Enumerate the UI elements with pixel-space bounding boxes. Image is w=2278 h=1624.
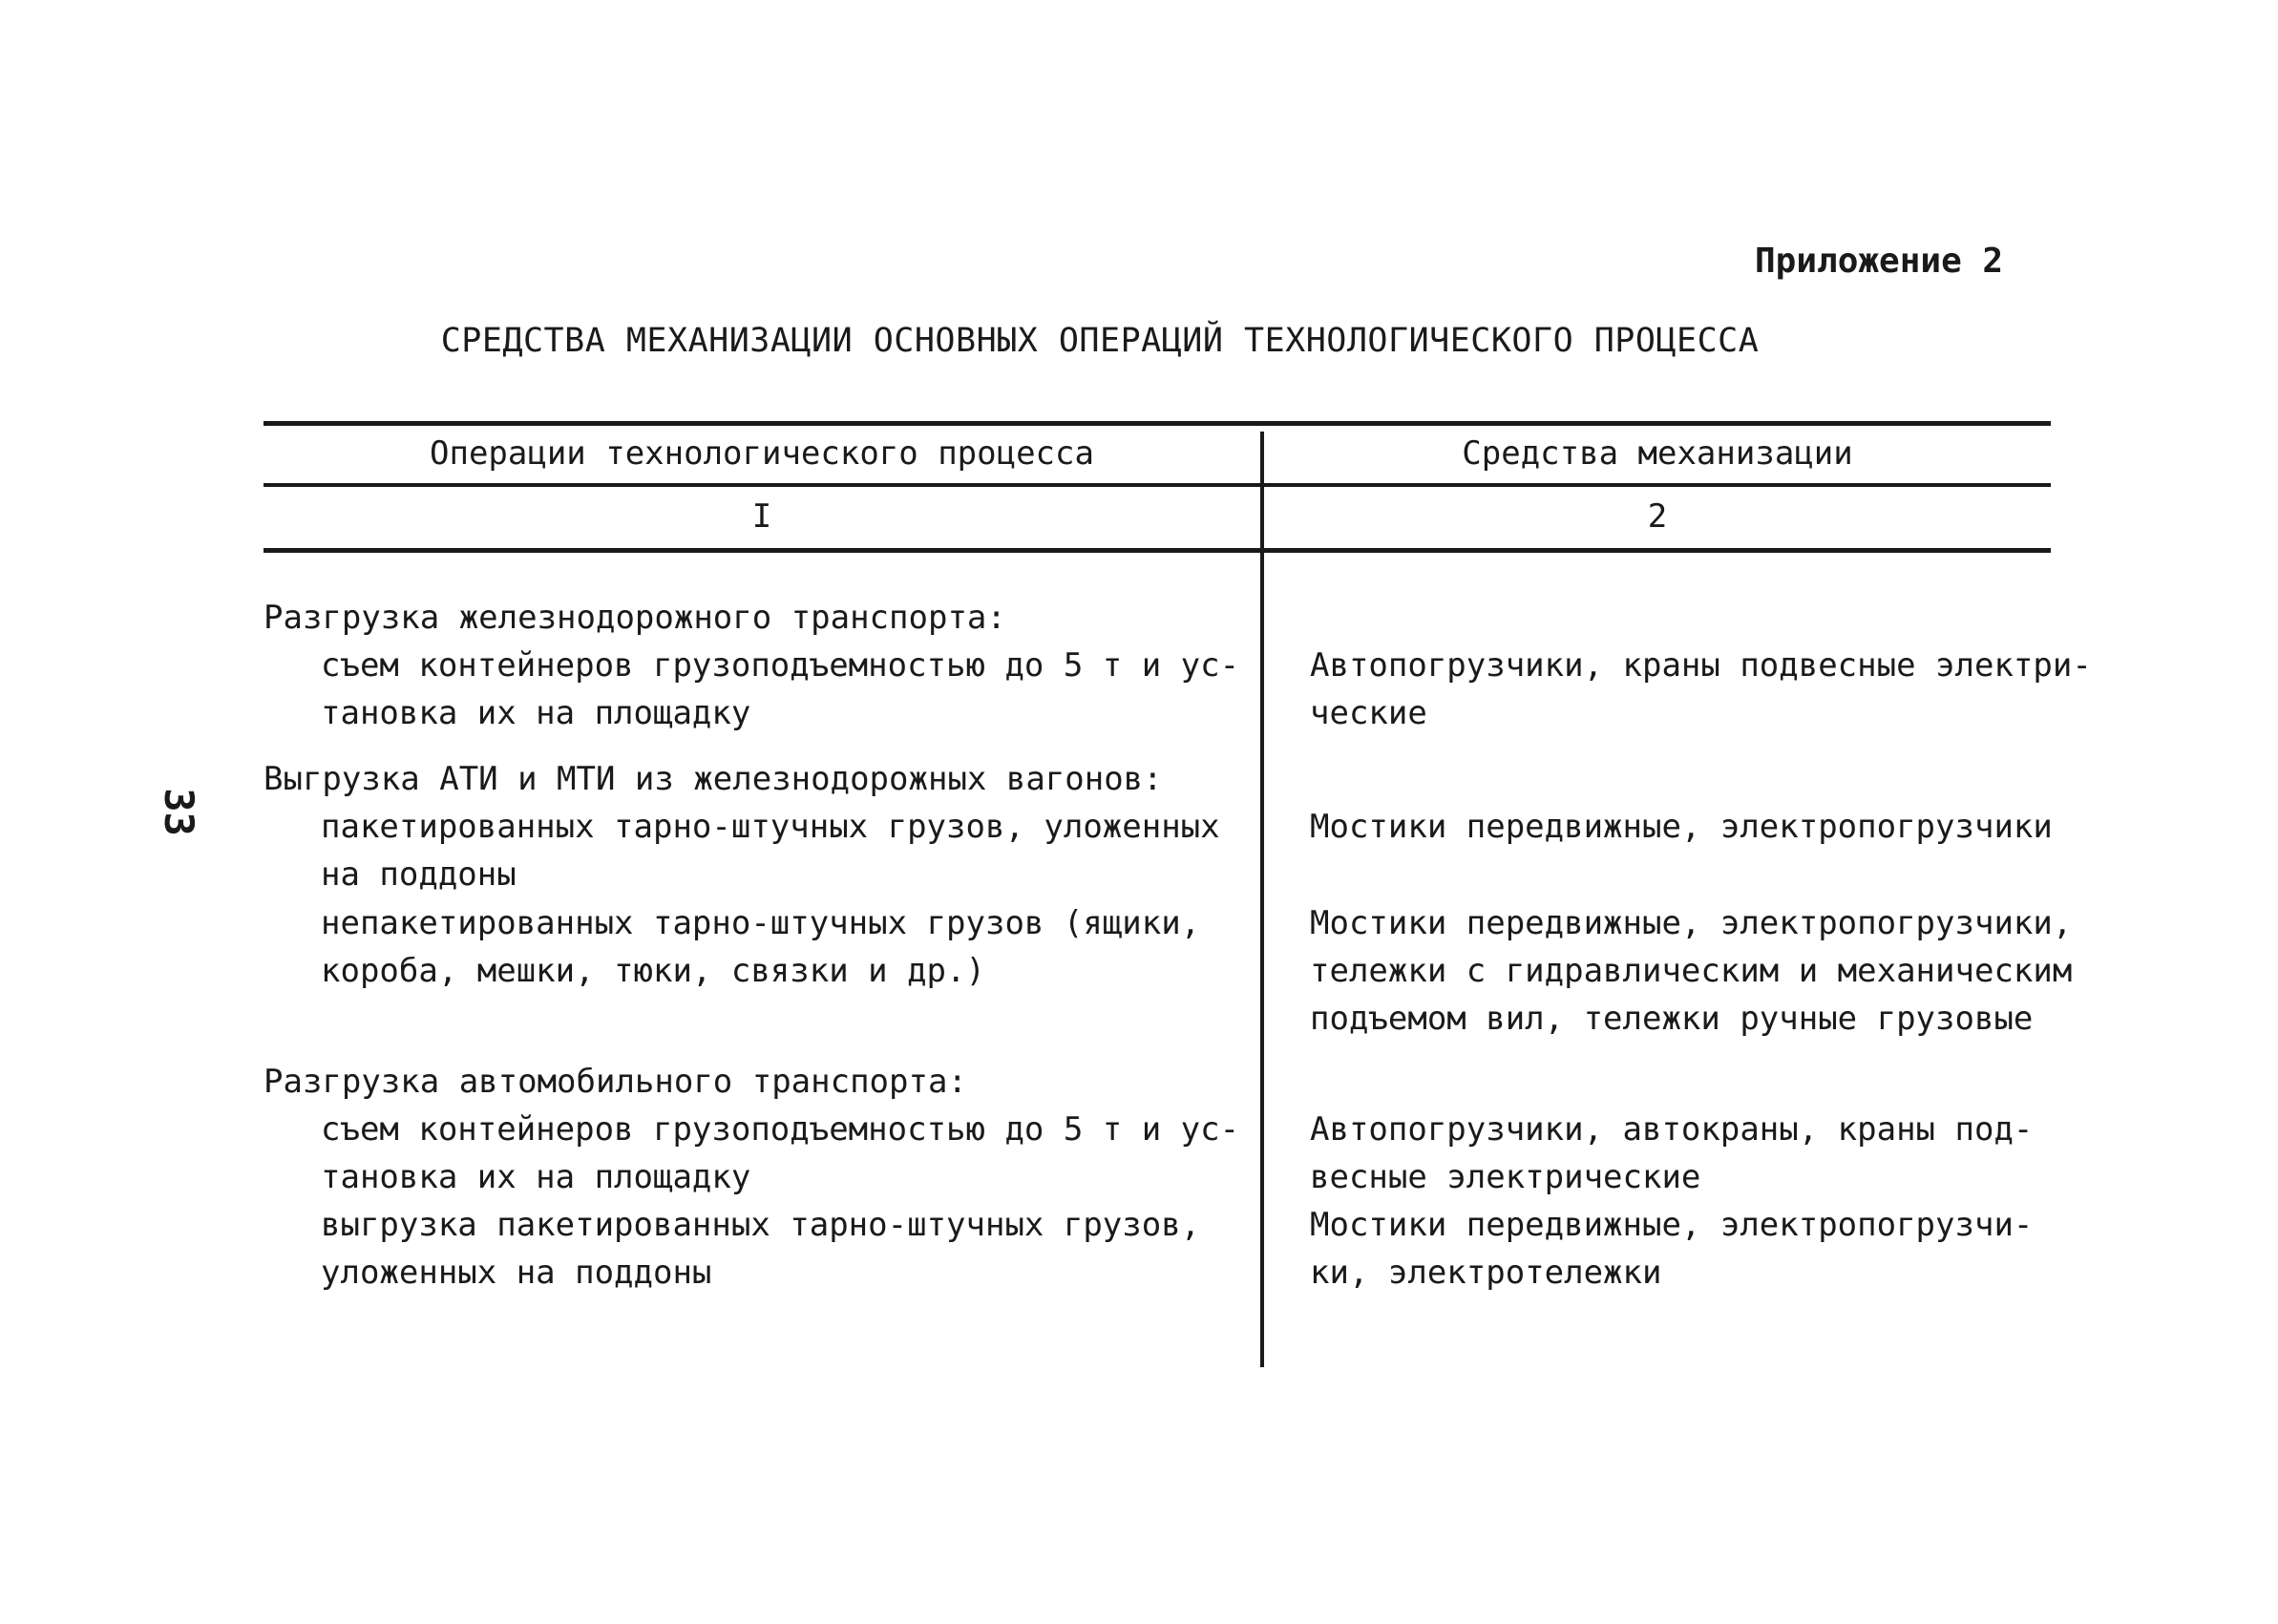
means-line: Мостики передвижные, электропогрузчики (1310, 808, 2053, 846)
group-heading-rail-unloading: Разгрузка железнодорожного транспорта: (264, 599, 1006, 637)
page-number: 33 (155, 788, 202, 836)
means-line: Мостики передвижные, электропогрузчи- (1310, 1206, 2034, 1244)
group-heading-rail-wagons: Выгрузка АТИ и МТИ из железнодорожных вагонов: (264, 760, 1163, 798)
operation-line: короба, мешки, тюки, связки и др.) (321, 952, 985, 990)
operation-line: непакетированных тарно-штучных грузов (ящики, (321, 904, 1201, 942)
column-number-2: 2 (1647, 497, 1668, 536)
column-number-1: I (751, 497, 772, 536)
operation-line: на поддоны (321, 855, 517, 894)
operation-line: съем контейнеров грузоподъемностью до 5 т и ус- (321, 1110, 1240, 1149)
document-title: СРЕДСТВА МЕХАНИЗАЦИИ ОСНОВНЫХ ОПЕРАЦИЙ ТЕХНОЛОГИЧЕСКОГО ПРОЦЕССА (440, 322, 1760, 360)
means-line: Автопогрузчики, автокраны, краны под- (1310, 1110, 2034, 1149)
means-line: тележки с гидравлическим и механическим (1310, 952, 2073, 990)
header-operations: Операции технологического процесса (430, 434, 1094, 473)
appendix-label: Приложение 2 (1755, 242, 2004, 281)
header-divider-rule (264, 483, 2051, 487)
operation-line: уложенных на поддоны (321, 1254, 712, 1292)
means-line: Мостики передвижные, электропогрузчики, (1310, 904, 2073, 942)
operation-line: тановка их на площадку (321, 694, 751, 732)
operation-line: выгрузка пакетированных тарно-штучных грузов, (321, 1206, 1201, 1244)
means-line: подъемом вил, тележки ручные грузовые (1310, 1000, 2034, 1038)
column-number-rule (264, 548, 2051, 553)
means-line: весные электрические (1310, 1158, 1701, 1196)
header-means: Средства механизации (1462, 434, 1853, 473)
operation-line: тановка их на площадку (321, 1158, 751, 1196)
means-line: Автопогрузчики, краны подвесные электри- (1310, 646, 2092, 685)
operation-line: съем контейнеров грузоподъемностью до 5 т и ус- (321, 646, 1240, 685)
table-top-rule (264, 421, 2051, 426)
means-line: ки, электротележки (1310, 1254, 1662, 1292)
means-line: ческие (1310, 694, 1427, 732)
group-heading-truck-unloading: Разгрузка автомобильного транспорта: (264, 1063, 967, 1101)
column-divider (1260, 432, 1264, 1367)
operation-line: пакетированных тарно-штучных грузов, уложенных (321, 808, 1220, 846)
